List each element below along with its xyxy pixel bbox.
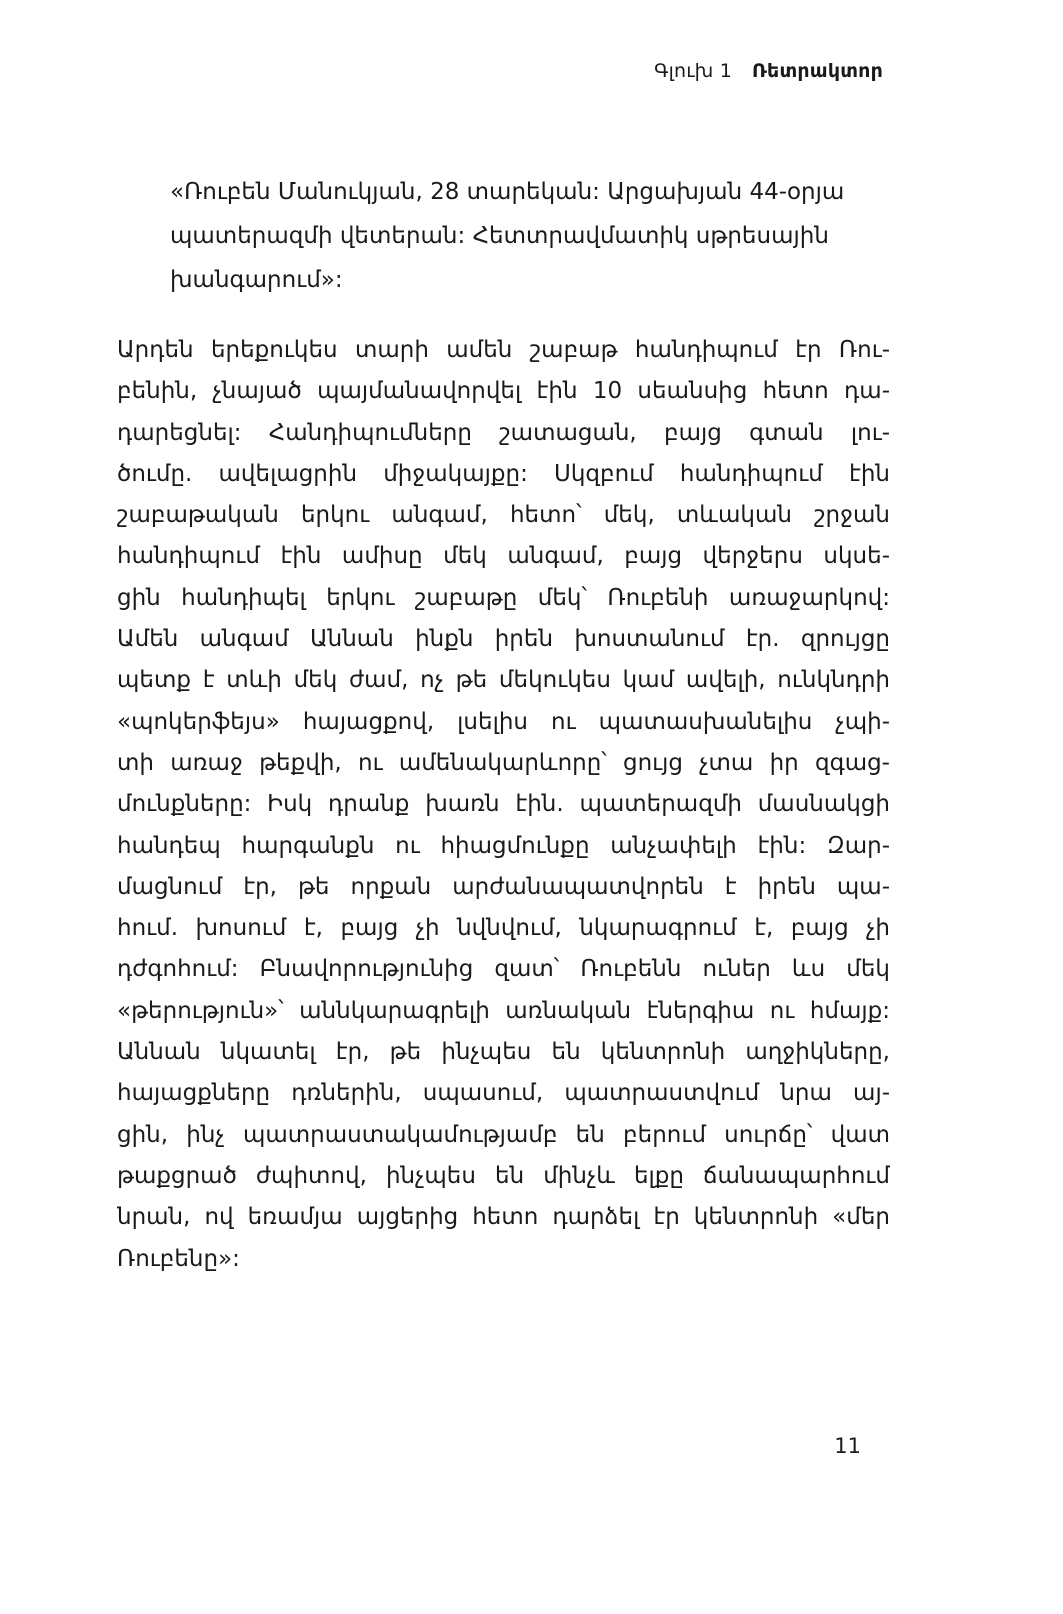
body-line: ցին, ինչ պատրաստակամությամբ են բերում սուրճը՝ վատ	[117, 1121, 890, 1148]
body-line: հայացքները դռներին, սպասում, պատրաստվում նրա այ-	[117, 1080, 890, 1107]
body-line: մացնում էր, թե որքան արժանապատվորեն է իրեն պա-	[117, 873, 890, 900]
epigraph-line: «Ռուբեն Մանուկյան, 28 տարեկան: Արցախյան 44-օրյա	[170, 179, 845, 205]
body-line: պետք է տևի մեկ ժամ, ոչ թե մեկուկես կամ ավելի, ունկնդրի	[117, 667, 890, 694]
body-line: հանդեպ հարգանքն ու հիացմունքը անչափելի էին: Զար-	[117, 832, 890, 859]
chapter-title: Ռետրակտոր	[752, 60, 883, 82]
chapter-label: Գլուխ 1	[654, 60, 733, 82]
body-line: հանդիպում էին ամիսը մեկ անգամ, բայց վերջերս սկսե-	[117, 543, 890, 570]
body-line: հում. խոսում է, բայց չի նվնվում, նկարագրում է, բայց չի	[117, 915, 890, 942]
epigraph	[170, 170, 890, 302]
body-line: Աննան նկատել էր, թե ինչպես են կենտրոնի աղջիկները,	[117, 1039, 890, 1066]
body-line: բենին, չնայած պայմանավորվել էին 10 սեանսից հետո դա-	[117, 378, 890, 405]
epigraph-line: պատերազմի վետերան: Հետտրավմատիկ սթրեսային	[170, 223, 829, 249]
body-line: շաբաթական երկու անգամ, հետո՝ մեկ, տևական շրջան	[117, 502, 890, 529]
body-line: մունքները: Իսկ դրանք խառն էին. պատերազմի մասնակցի	[117, 791, 890, 818]
body-line: դարեցնել: Հանդիպումները շատացան, բայց գտան լու-	[117, 419, 890, 446]
body-line: դժգոհում: Բնավորությունից զատ՝ Ռուբենն ուներ ևս մեկ	[117, 956, 890, 983]
running-header	[654, 60, 883, 82]
body-line: «պոկերֆեյս» հայացքով, լսելիս ու պատասխանելիս չպի-	[117, 708, 890, 735]
body-line: «թերություն»՝ աննկարագրելի առնական էներգիա ու հմայք:	[117, 997, 890, 1024]
body-line: ծումը. ավելացրին միջակայքը: Սկզբում հանդիպում էին	[117, 460, 890, 487]
body-line: թաքցրած ժպիտով, ինչպես են մինչև ելքը ճանապարհում	[117, 1162, 890, 1189]
body-line: ցին հանդիպել երկու շաբաթը մեկ՝ Ռուբենի առաջարկով:	[117, 584, 890, 611]
epigraph-line: խանգարում»:	[170, 267, 343, 293]
body-line: Ամեն անգամ Աննան ինքն իրեն խոստանում էր. զրույցը	[117, 626, 890, 653]
body-line: Ռուբենը»:	[117, 1245, 240, 1272]
body-line: տի առաջ թեքվի, ու ամենակարևորը՝ ցույց չտա իր զգաց-	[117, 749, 890, 776]
body-line: Արդեն երեքուկես տարի ամեն շաբաթ հանդիպում էր Ռու-	[117, 337, 890, 363]
page-number: 11	[834, 1434, 861, 1458]
body-line: նրան, ով եռամյա այցերից հետո դարձել էր կենտրոնի «մեր	[117, 1204, 890, 1231]
body-paragraph	[117, 330, 890, 1280]
